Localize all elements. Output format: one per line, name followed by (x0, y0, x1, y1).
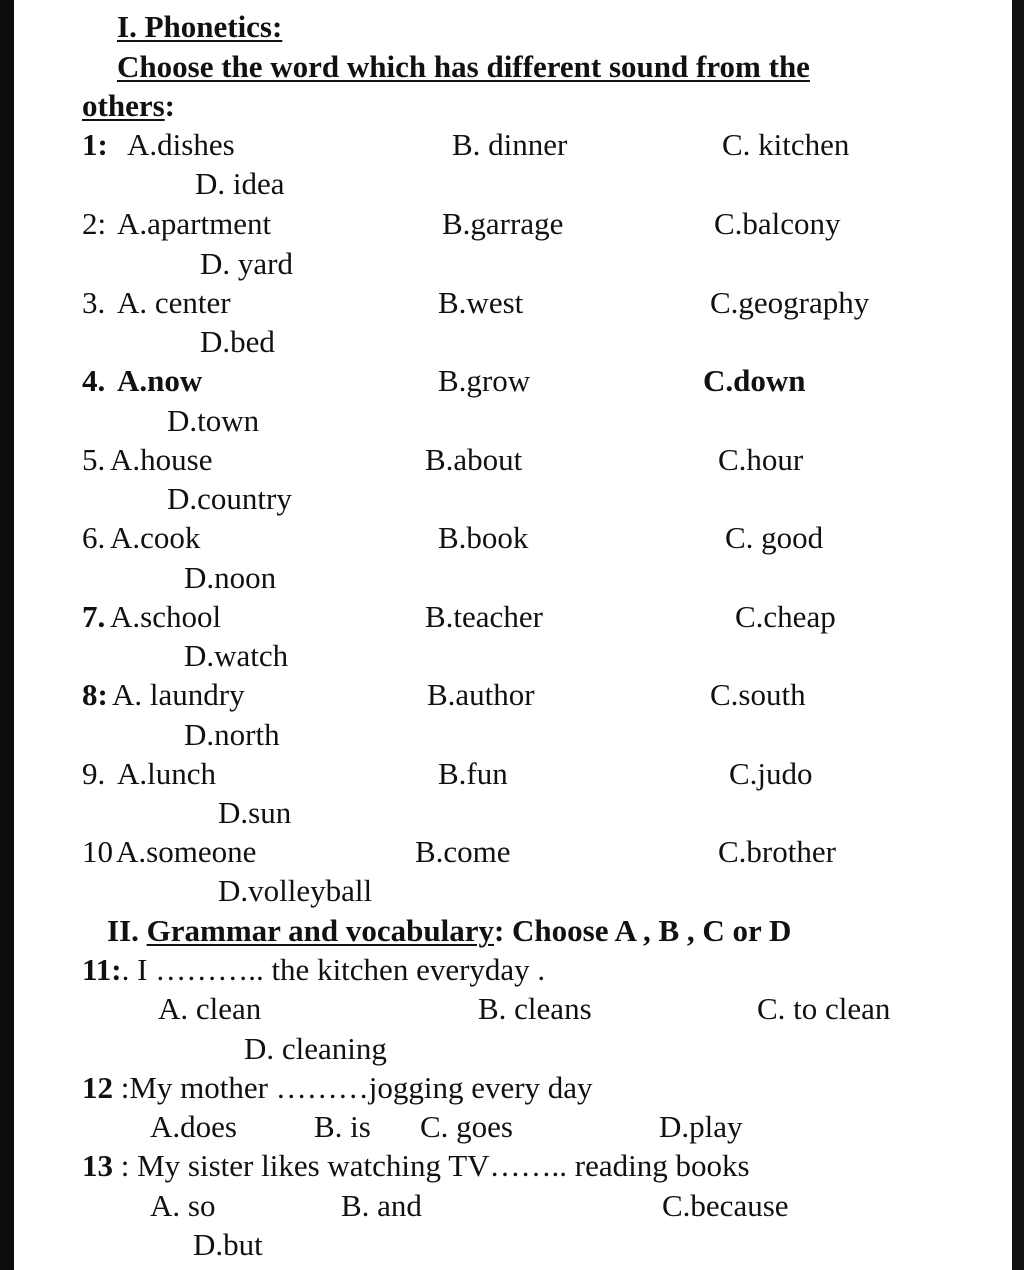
question-5-option-d-row (0, 481, 1024, 521)
option-b: B.west (438, 285, 524, 320)
section-2-title: Grammar and vocabulary (146, 913, 494, 948)
question-number: 10 (82, 834, 113, 869)
option-c: C.hour (718, 442, 804, 477)
section-1-heading: I. Phonetics: (117, 9, 283, 44)
option-b: B.come (415, 834, 511, 869)
option-b: B.author (427, 677, 535, 712)
option-d: D.bed (200, 324, 275, 359)
option-c: C. goes (420, 1109, 513, 1144)
option-c: C.balcony (714, 206, 841, 241)
question-1-option-d-row (0, 166, 1024, 206)
question-text: : My sister likes watching TV…….. reading books (113, 1148, 750, 1183)
option-a: A.now (117, 363, 203, 398)
question-11-options (0, 991, 1024, 1031)
question-4-option-d-row (0, 403, 1024, 443)
option-b: B. is (314, 1109, 371, 1144)
option-c: C.judo (729, 756, 813, 791)
option-c: C. to clean (757, 991, 891, 1026)
question-number: 9. (82, 756, 106, 791)
question-10-option-d-row (0, 873, 1024, 913)
option-a: A.lunch (117, 756, 217, 791)
instruction-others: others (82, 88, 165, 123)
option-c: C. good (725, 520, 824, 555)
question-5 (0, 442, 1024, 482)
question-6-option-d-row (0, 560, 1024, 600)
option-d: D.play (659, 1109, 743, 1144)
option-a: A. clean (158, 991, 262, 1026)
option-b: B. dinner (452, 127, 568, 162)
option-c: C.brother (718, 834, 836, 869)
section-1-instruction-line2 (82, 88, 175, 124)
question-stem (82, 1070, 593, 1106)
question-9-option-d-row (0, 795, 1024, 835)
option-b: B.grow (438, 363, 531, 398)
question-10 (0, 834, 1024, 874)
instruction-colon: : (164, 88, 175, 123)
question-2 (0, 206, 1024, 246)
question-8 (0, 677, 1024, 717)
option-d: D. cleaning (244, 1031, 387, 1066)
option-a: A.dishes (127, 127, 235, 162)
question-4 (0, 363, 1024, 403)
option-b: B.teacher (425, 599, 543, 634)
option-c: C.down (703, 363, 806, 398)
question-number: 4. (82, 363, 106, 398)
option-c: C. kitchen (722, 127, 850, 162)
question-text: . I ……….. the kitchen everyday . (121, 952, 546, 987)
option-d: D.watch (184, 638, 289, 673)
option-d: D.volleyball (218, 873, 373, 908)
option-a: A. center (117, 285, 231, 320)
option-b: B.fun (438, 756, 508, 791)
option-d: D.but (193, 1227, 263, 1262)
option-b: B.about (425, 442, 523, 477)
option-b: B.garrage (442, 206, 564, 241)
section-2-heading (107, 913, 791, 949)
option-c: C.geography (710, 285, 870, 320)
question-number: 7. (82, 599, 106, 634)
question-11-option-d-row (0, 1031, 1024, 1071)
option-b: B. and (341, 1188, 422, 1223)
question-stem (82, 1148, 750, 1184)
question-11 (0, 952, 1024, 992)
question-number: 11: (82, 952, 122, 987)
section-2-instruction: : Choose A , B , C or D (493, 913, 792, 948)
option-b: B. cleans (478, 991, 592, 1026)
question-7-option-d-row (0, 638, 1024, 678)
option-a: A.cook (110, 520, 201, 555)
question-13-option-d-row (0, 1227, 1024, 1267)
option-a: A. so (150, 1188, 216, 1223)
question-8-option-d-row (0, 717, 1024, 757)
question-6 (0, 520, 1024, 560)
question-13-options (0, 1188, 1024, 1228)
option-c: C.cheap (735, 599, 836, 634)
option-a: A.house (110, 442, 213, 477)
question-number: 12 (82, 1070, 113, 1105)
question-1 (0, 127, 1024, 167)
section-1-instruction-line1: Choose the word which has different sound from the (117, 49, 810, 84)
question-stem (82, 952, 545, 988)
question-number: 13 (82, 1148, 113, 1183)
question-12 (0, 1070, 1024, 1110)
option-d: D.country (167, 481, 292, 516)
option-d: D. idea (195, 166, 285, 201)
question-12-options (0, 1109, 1024, 1149)
option-d: D.noon (184, 560, 277, 595)
option-a: A.apartment (117, 206, 272, 241)
question-3 (0, 285, 1024, 325)
question-number: 6. (82, 520, 106, 555)
question-text: :My mother ………jogging every day (113, 1070, 593, 1105)
question-9 (0, 756, 1024, 796)
option-c: C.because (662, 1188, 789, 1223)
option-c: C.south (710, 677, 806, 712)
option-d: D.town (167, 403, 260, 438)
option-a: A.does (150, 1109, 237, 1144)
question-7 (0, 599, 1024, 639)
question-3-option-d-row (0, 324, 1024, 364)
question-number: 8: (82, 677, 108, 712)
question-number: 1: (82, 127, 108, 162)
question-2-option-d-row (0, 246, 1024, 286)
option-d: D.north (184, 717, 280, 752)
option-a: A.school (110, 599, 222, 634)
option-d: D.sun (218, 795, 292, 830)
question-13 (0, 1148, 1024, 1188)
question-number: 2: (82, 206, 107, 241)
question-number: 5. (82, 442, 106, 477)
question-number: 3. (82, 285, 106, 320)
option-a: A.someone (116, 834, 257, 869)
option-b: B.book (438, 520, 529, 555)
section-2-number: II. (107, 913, 139, 948)
option-a: A. laundry (112, 677, 245, 712)
option-d: D. yard (200, 246, 293, 281)
